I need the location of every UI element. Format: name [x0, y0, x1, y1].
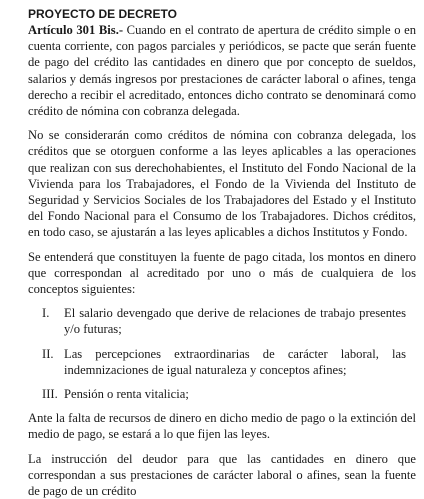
list-item-text: El salario devengado que derive de relaciones de trabajo presentes y/o futuras;	[64, 306, 406, 337]
list-item	[28, 386, 416, 402]
paragraph-payment-source: Se entenderá que constituyen la fuente de pago citada, los montos en dinero que correspondan al acreditado por uno o más de cualquiera de los conceptos siguientes:	[28, 249, 416, 297]
list-item-number: II.	[42, 346, 54, 361]
list-item-number: I.	[42, 306, 50, 321]
article-paragraph	[28, 22, 416, 119]
paragraph-debtor-instruction: La instrucción del deudor para que las cantidades en dinero que correspondan a sus prestaciones de carácter laboral o afines, sean la fuente de pago de un crédito	[28, 451, 416, 499]
article-label: Artículo 301 Bis.-	[28, 23, 124, 37]
paragraph-lack-of-funds: Ante la falta de recursos de dinero en dicho medio de pago o la extinción del medio de pago, se estará a lo que fijen las leyes.	[28, 411, 416, 442]
article-text: Cuando en el contrato de apertura de crédito simple o en cuenta corriente, con pagos parciales y periódicos, se pacte que serán fuente de pago del crédito las cantidades en dinero que por concepto de sueldos, salarios y demás ingresos por prestaciones de carácter laboral o afines, tenga derecho a recibir el acreditado, entonces dicho contrato se denominará como crédito de nómina con cobranza delegada.	[28, 23, 416, 119]
concepts-list	[28, 305, 416, 402]
list-item-number: III.	[42, 387, 58, 402]
list-item-text: Las percepciones extraordinarias de carácter laboral, las indemnizaciones de igual naturaleza y conceptos afines;	[64, 346, 406, 377]
paragraph-exclusions: No se considerarán como créditos de nómina con cobranza delegada, los créditos que se otorguen conforme a las leyes aplicables a las operaciones que realizan con sus derechohabientes, el Instituto del Fondo Nacional de la Vivienda para los Trabajadores, el Fondo de la Vivienda del Instituto de Seguridad y Servicios Sociales de los Trabajadores del Estado y el Instituto del Fondo Nacional para el Consumo de los Trabajadores. Dichos créditos, en todo caso, se ajustarán a las leyes aplicables a dichos Institutos y Fondo.	[28, 128, 416, 240]
list-item-text: Pensión o renta vitalicia;	[64, 387, 189, 402]
document-heading: PROYECTO DE DECRETO	[28, 7, 177, 21]
list-item	[28, 346, 416, 378]
list-item	[28, 305, 416, 337]
